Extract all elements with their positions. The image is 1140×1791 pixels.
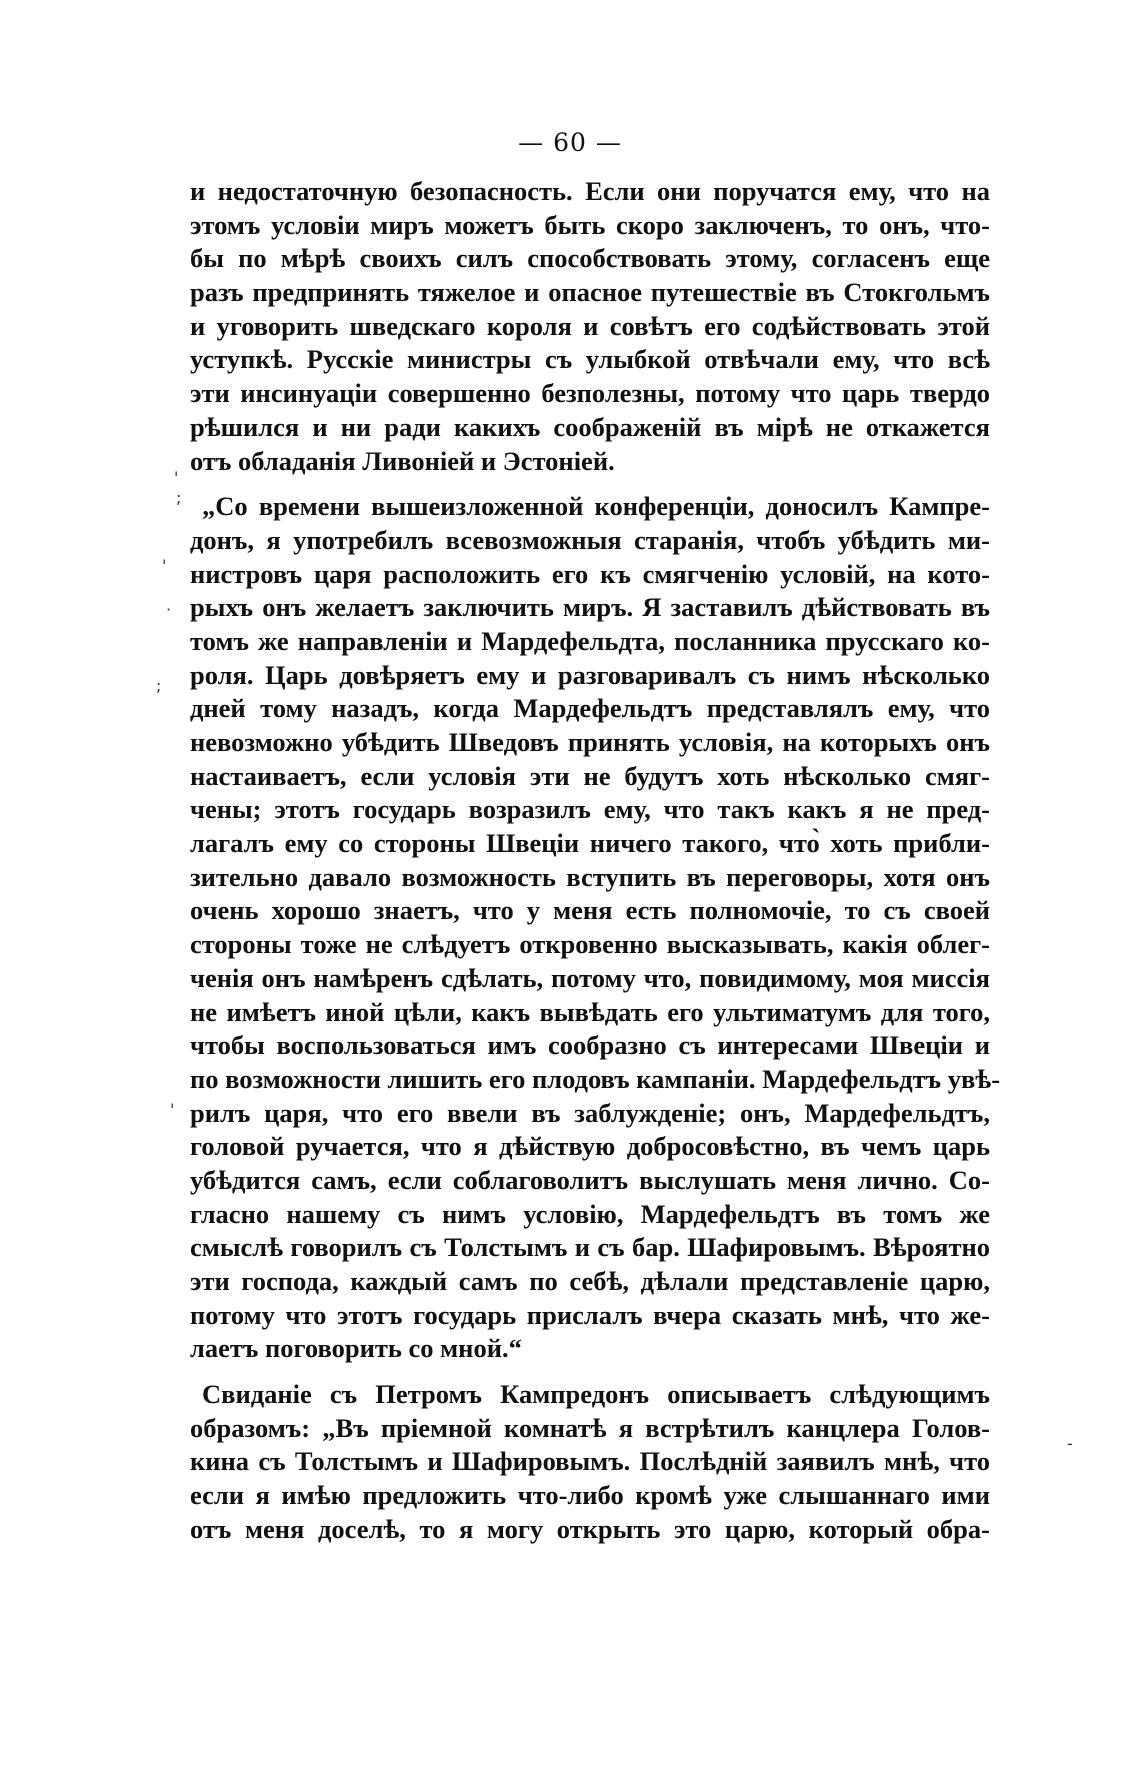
margin-scan-mark: ; <box>156 676 162 695</box>
text-line: отъ обладанія Ливоніей и Эстоніей. <box>190 445 615 476</box>
margin-scan-mark: ' <box>162 556 167 575</box>
text-line: разъ предпринять тяжелое и опасное путешествіе въ Стокгольмъ <box>190 277 990 308</box>
text-line: роля. Царь довѣряетъ ему и разговаривалъ съ нимъ нѣсколько <box>190 659 990 690</box>
text-line: и недостаточную безопасность. Если они поручатся ему, что на <box>190 176 990 206</box>
text-line: бы по мѣрѣ своихъ силъ способствовать этому, согласенъ еще <box>190 243 990 274</box>
margin-scan-mark: - <box>1067 1434 1073 1453</box>
text-line: Свиданіе съ Петромъ Кампредонъ описываетъ слѣдующимъ <box>202 1379 990 1410</box>
text-line: кина съ Толстымъ и Шафировымъ. Послѣдній заявилъ мнѣ, что <box>190 1446 990 1477</box>
paragraph-gap <box>190 478 990 490</box>
paragraph-gap <box>190 1366 990 1378</box>
text-line: ченія онъ намѣренъ сдѣлать, потому что, повидимому, моя миссія <box>190 962 990 993</box>
text-line: рилъ царя, что его ввели въ заблужденіе; онъ, Мардефельдтъ, <box>190 1097 990 1128</box>
margin-scan-mark: · <box>166 600 172 619</box>
text-line: настаиваетъ, если условія эти не будутъ хоть нѣсколько смяг- <box>190 760 990 791</box>
text-line: головой ручается, что я дѣйствую добросовѣстно, въ чемъ царь <box>190 1131 990 1162</box>
text-line: потому что этотъ государь прислалъ вчера сказать мнѣ, что же- <box>190 1299 990 1330</box>
text-line: очень хорошо знаетъ, что у меня есть полномочіе, то съ своей <box>190 895 990 926</box>
text-line: уступкѣ. Русскіе министры съ улыбкой отвѣчали ему, что всѣ <box>190 344 990 375</box>
text-line: „Со времени вышеизложенной конференціи, доносилъ Кампре- <box>202 491 990 522</box>
text-line: чены; этотъ государь возразилъ ему, что такъ какъ я не пред- <box>190 794 990 825</box>
text-line: смыслѣ говорилъ съ Толстымъ и съ бар. Шафировымъ. Вѣроятно <box>190 1232 990 1263</box>
text-line: рыхъ онъ желаетъ заключить миръ. Я заставилъ дѣйствовать въ <box>190 592 990 623</box>
text-line: если я имѣю предложить что-либо кромѣ уже слышаннаго ими <box>190 1480 990 1511</box>
text-line: этомъ условіи миръ можетъ быть скоро заключенъ, то онъ, что- <box>190 209 990 240</box>
text-line: нистровъ царя расположить его къ смягченію условій, на кото- <box>190 558 990 589</box>
text-line: убѣдится самъ, если соблаговолитъ выслушать меня лично. Со- <box>190 1164 990 1195</box>
text-line: стороны тоже не слѣдуетъ откровенно высказывать, какія облег- <box>190 929 990 960</box>
text-line: эти господа, каждый самъ по себѣ, дѣлали представленіе царю, <box>190 1266 990 1296</box>
text-line: по возможности лишить его плодовъ кампаніи. Мардефельдтъ увѣ- <box>190 1063 1001 1094</box>
page-number: — 60 — <box>518 128 622 157</box>
text-line: дней тому назадъ, когда Мардефельдтъ представлялъ ему, что <box>190 693 990 724</box>
text-line: не имѣетъ иной цѣли, какъ вывѣдать его ультиматумъ для того, <box>190 996 990 1027</box>
text-line: лаетъ поговорить со мной.“ <box>190 1333 522 1364</box>
margin-scan-mark: ' <box>170 1100 175 1119</box>
text-line: невозможно убѣдить Шведовъ принять условія, на которыхъ онъ <box>190 727 990 757</box>
text-line: и уговорить шведскаго короля и совѣтъ его содѣйствовать этой <box>190 310 990 341</box>
body-text <box>190 175 1001 1547</box>
margin-scan-mark: ' <box>174 468 179 487</box>
text-line: томъ же направленіи и Мардефельдта, посланника прусскаго ко- <box>190 625 990 656</box>
text-line: образомъ: „Въ пріемной комнатѣ я встрѣтилъ канцлера Голов- <box>190 1412 990 1443</box>
text-line: рѣшился и ни ради какихъ соображеній въ мірѣ не откажется <box>190 411 990 442</box>
text-line: чтобы воспользоваться имъ сообразно съ интересами Швеціи и <box>190 1030 990 1061</box>
text-line: отъ меня доселѣ, то я могу открыть это царю, который обра- <box>190 1513 990 1544</box>
text-line: донъ, я употребилъ всевозможныя старанія, чтобъ убѣдить ми- <box>190 524 990 555</box>
text-line: эти инсинуаціи совершенно безполезны, потому что царь твердо <box>190 378 990 409</box>
margin-scan-mark: ; <box>176 488 182 507</box>
text-line: лагалъ ему со стороны Швеціи ничего такого, что̀ хоть прибли- <box>190 828 990 859</box>
text-line: гласно нашему съ нимъ условію, Мардефельдтъ въ томъ же <box>190 1198 990 1229</box>
text-line: зительно давало возможность вступить въ переговоры, хотя онъ <box>190 861 990 892</box>
